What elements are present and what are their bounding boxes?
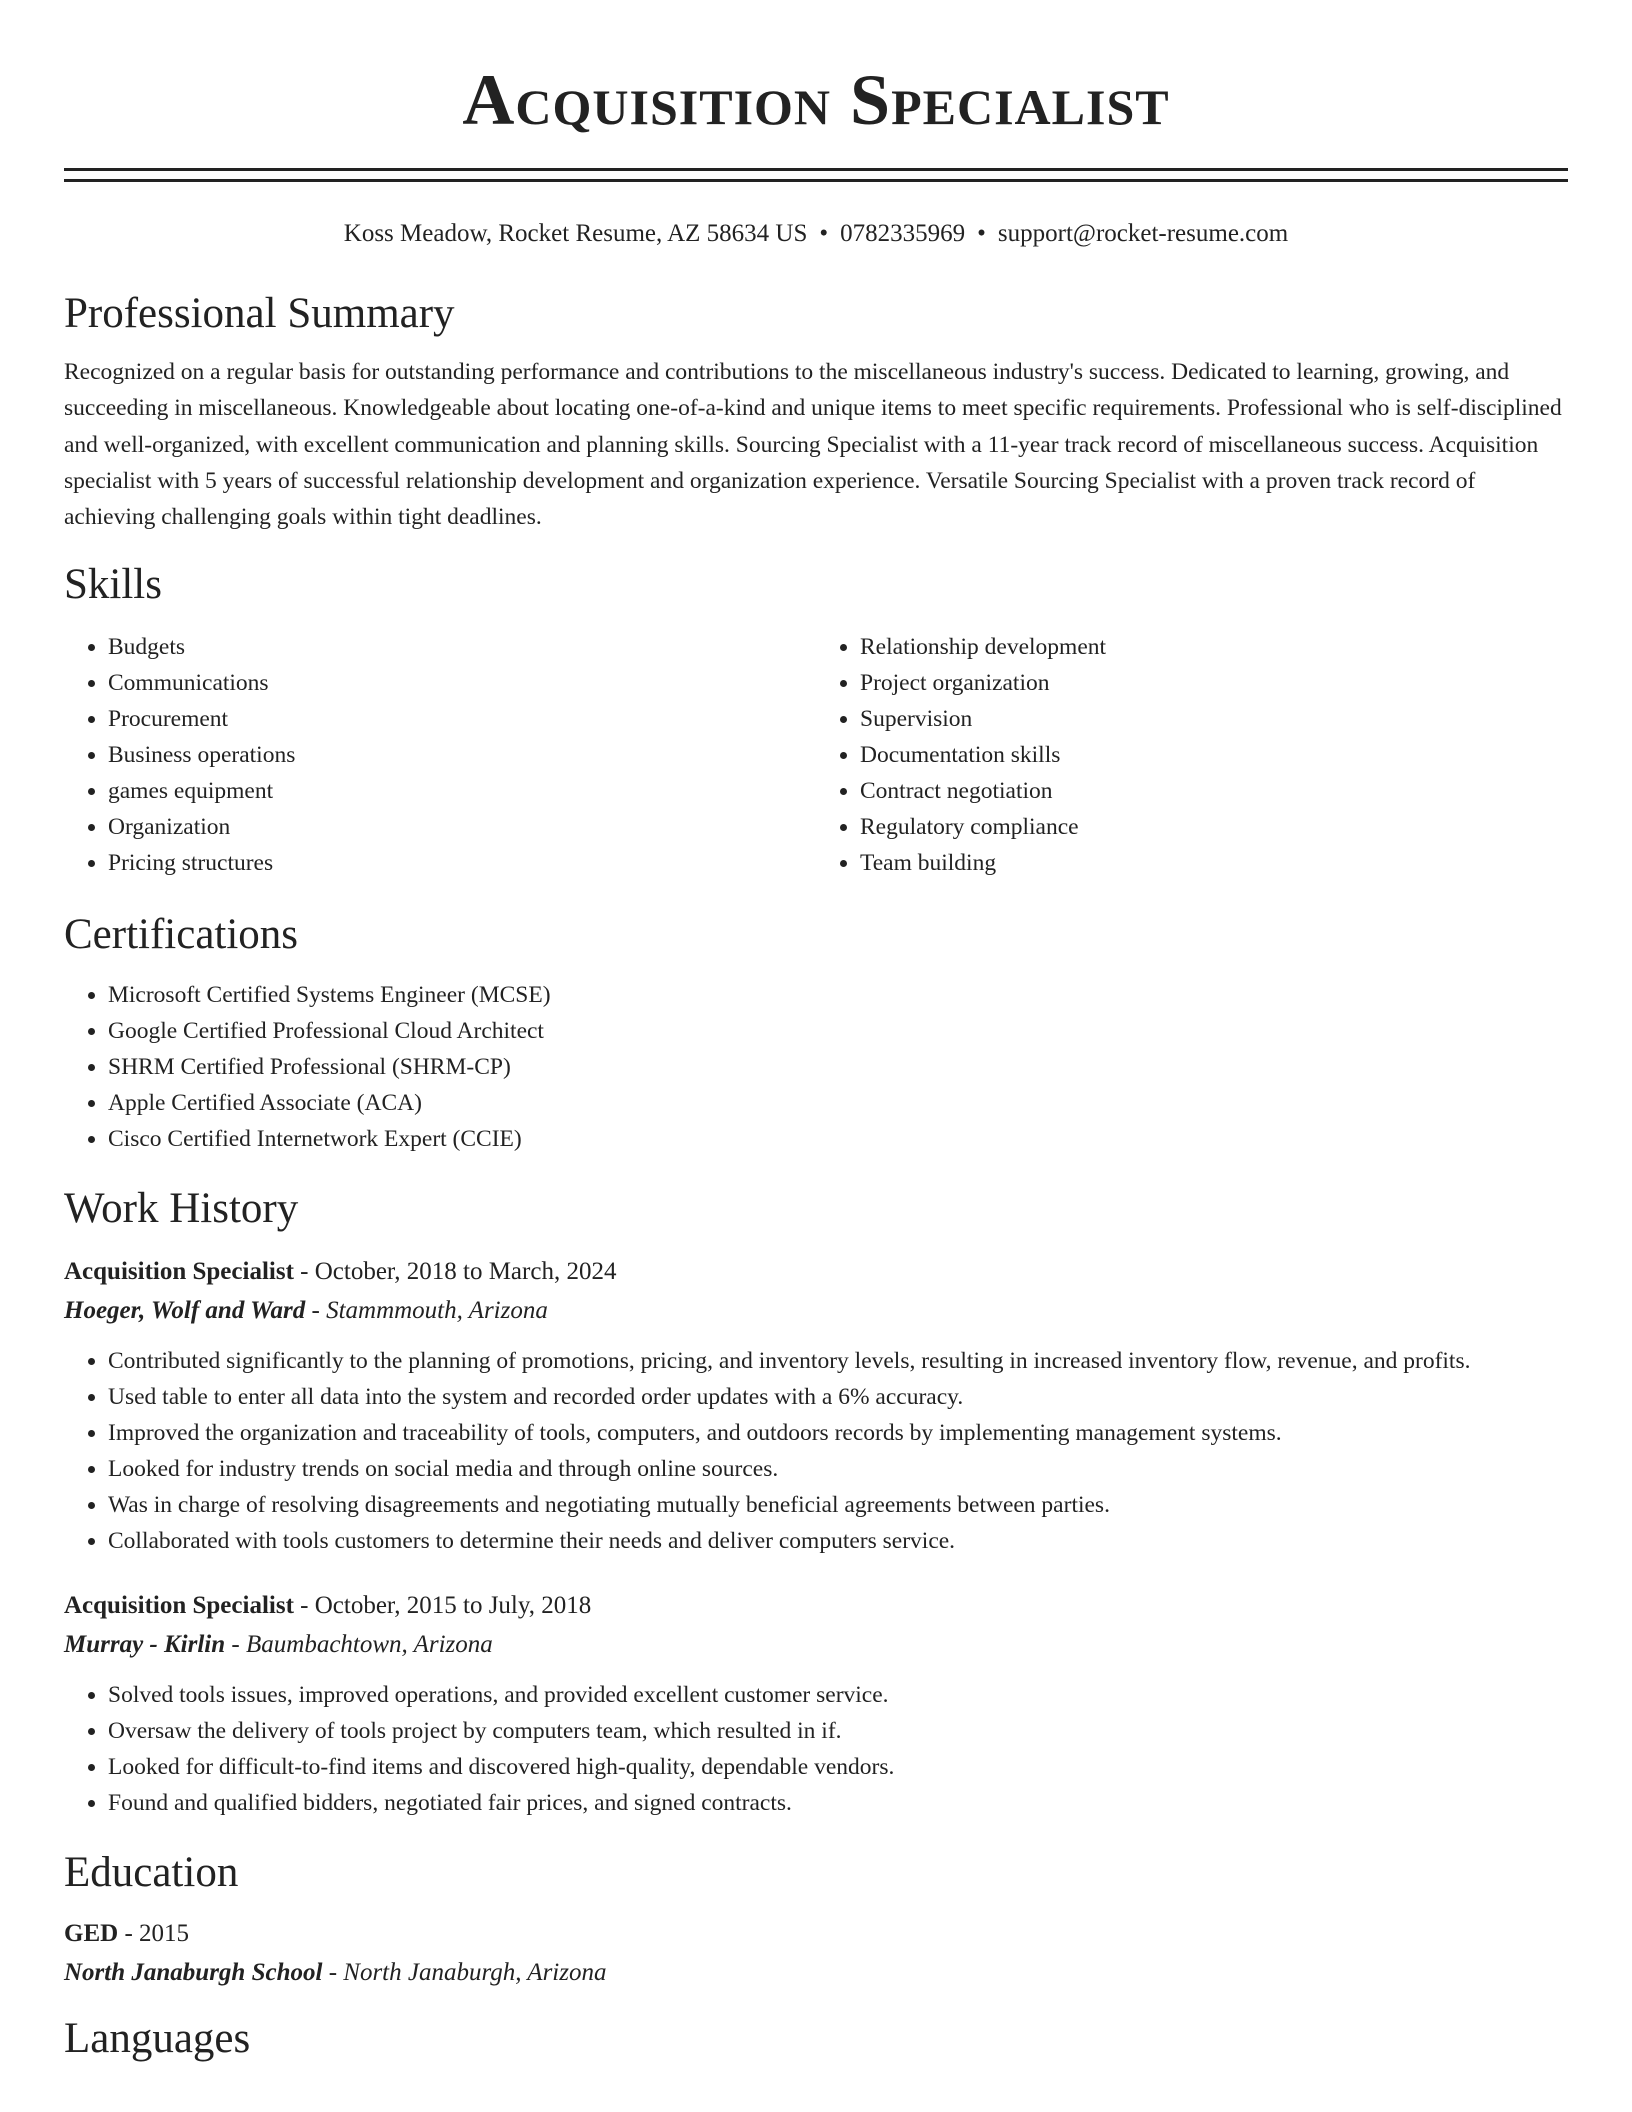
- job-bullet: • Improved the organization and traceability of tools, computers, and outdoors records by implementing management systems.: [108, 1415, 1568, 1451]
- job-bullet: • Oversaw the delivery of tools project by computers team, which resulted in if.: [108, 1713, 1568, 1749]
- skill-item: • Supervision: [860, 701, 1568, 737]
- job-bullet: • Contributed significantly to the planning of promotions, pricing, and inventory levels, resulting in increased inventory flow, revenue, and profits.: [108, 1343, 1568, 1379]
- job-bullets: [64, 1343, 1568, 1559]
- section-heading-summary: Professional Summary: [64, 290, 455, 337]
- skill-item: • Relationship development: [860, 629, 1568, 665]
- certification-item: • Microsoft Certified Systems Engineer (MCSE): [108, 977, 1568, 1013]
- job-title-line: [64, 1587, 1568, 1625]
- education-degree: GED: [64, 1920, 119, 1948]
- contact-line: [64, 218, 1568, 250]
- education-location: - North Janaburgh, Arizona: [322, 1959, 607, 1987]
- section-heading-skills: Skills: [64, 561, 162, 609]
- job-entry: [64, 1587, 1568, 1821]
- skill-item: • Budgets: [108, 629, 816, 665]
- section-heading-education: Education: [64, 1849, 239, 1897]
- contact-separator: •: [819, 220, 829, 247]
- job-company-line: [64, 1291, 1568, 1331]
- certification-item: • Google Certified Professional Cloud Architect: [108, 1013, 1568, 1049]
- job-title-line: [64, 1253, 1568, 1291]
- job-entry: [64, 1253, 1568, 1559]
- skill-item: • Documentation skills: [860, 737, 1568, 773]
- skill-item: • Project organization: [860, 665, 1568, 701]
- job-bullet: • Solved tools issues, improved operations, and provided excellent customer service.: [108, 1677, 1568, 1713]
- skill-item: • Organization: [108, 809, 816, 845]
- job-bullet: • Looked for industry trends on social media and through online sources.: [108, 1451, 1568, 1487]
- contact-email: support@rocket-resume.com: [997, 220, 1289, 247]
- education-school-line: [64, 1953, 1568, 1993]
- skills-columns: [64, 629, 1568, 881]
- summary-text: Recognized on a regular basis for outstanding performance and contributions to the miscellaneous industry's success. Dedicated to learning, growing, and succeeding in miscellaneous. Knowledgeable about locating one-of-a-kind and unique items to meet specific requirements. Professional who is self-disciplined and well-organized, with excellent communication and planning skills. Sourcing Specialist with a 11-year track record of miscellaneous success. Acquisition specialist with 5 years of successful relationship development and organization experience. Versatile Sourcing Specialist with a proven track record of achieving challenging goals within tight deadlines.: [64, 359, 1562, 531]
- skill-item: • Pricing structures: [108, 845, 816, 881]
- skill-item: • Regulatory compliance: [860, 809, 1568, 845]
- job-title: Acquisition Specialist: [64, 1592, 294, 1620]
- skill-item: • games equipment: [108, 773, 816, 809]
- job-company: Hoeger, Wolf and Ward: [64, 1297, 306, 1325]
- education-school: North Janaburgh School: [64, 1959, 323, 1987]
- skill-item: • Communications: [108, 665, 816, 701]
- job-company: Murray - Kirlin: [64, 1631, 226, 1659]
- contact-phone: 0782335969: [840, 220, 966, 247]
- title-divider: [64, 168, 1568, 182]
- contact-address: Koss Meadow, Rocket Resume, AZ 58634 US: [343, 220, 808, 247]
- job-bullets: [64, 1677, 1568, 1821]
- job-bullet: • Used table to enter all data into the system and recorded order updates with a 6% accuracy.: [108, 1379, 1568, 1415]
- skill-item: • Business operations: [108, 737, 816, 773]
- job-title: Acquisition Specialist: [64, 1258, 294, 1286]
- job-location: - Stammmouth, Arizona: [305, 1297, 548, 1325]
- skills-list-left: [64, 629, 816, 881]
- job-company-line: [64, 1625, 1568, 1665]
- skill-item: • Contract negotiation: [860, 773, 1568, 809]
- job-location: - Baumbachtown, Arizona: [225, 1631, 493, 1659]
- job-bullet: • Collaborated with tools customers to determine their needs and deliver computers service.: [108, 1523, 1568, 1559]
- resume-title: Acquisition Specialist: [462, 60, 1170, 140]
- certifications-list: [64, 977, 1568, 1157]
- section-heading-languages: Languages: [64, 2015, 251, 2063]
- certification-item: • SHRM Certified Professional (SHRM-CP): [108, 1049, 1568, 1085]
- job-dates: - October, 2015 to July, 2018: [293, 1592, 592, 1620]
- certification-item: • Apple Certified Associate (ACA): [108, 1085, 1568, 1121]
- job-bullet: • Was in charge of resolving disagreements and negotiating mutually beneficial agreements between parties.: [108, 1487, 1568, 1523]
- job-bullet: • Looked for difficult-to-find items and discovered high-quality, dependable vendors.: [108, 1749, 1568, 1785]
- skill-item: • Procurement: [108, 701, 816, 737]
- contact-separator: •: [977, 220, 986, 247]
- certification-item: • Cisco Certified Internetwork Expert (CCIE): [108, 1121, 1568, 1157]
- education-year: - 2015: [118, 1920, 190, 1948]
- skill-item: • Team building: [860, 845, 1568, 881]
- education-degree-line: [64, 1915, 1568, 1953]
- section-heading-certifications: Certifications: [64, 911, 299, 959]
- job-bullet: • Found and qualified bidders, negotiated fair prices, and signed contracts.: [108, 1785, 1568, 1821]
- skills-list-right: [816, 629, 1568, 881]
- section-heading-work-history: Work History: [64, 1185, 299, 1233]
- job-dates: - October, 2018 to March, 2024: [293, 1258, 617, 1286]
